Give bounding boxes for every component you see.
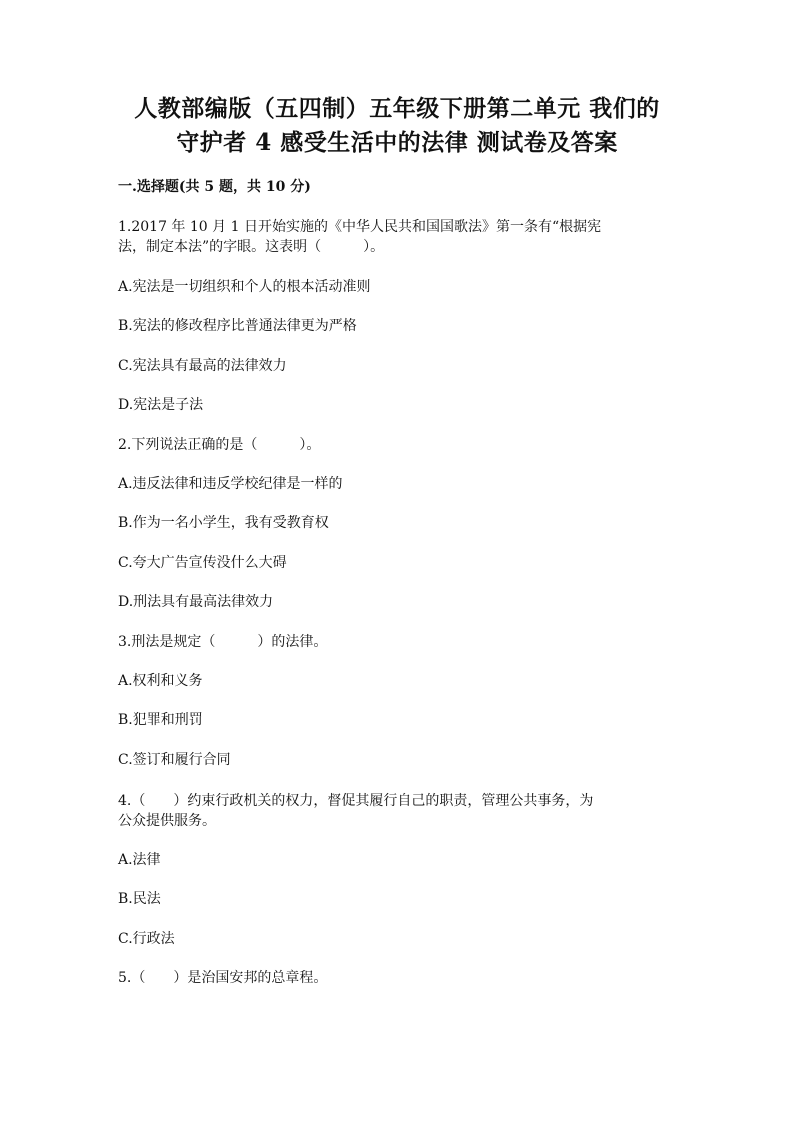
question-2-option-d: D.刑法具有最高法律效力 bbox=[118, 594, 274, 610]
question-2-option-c: C.夸大广告宣传没什么大碍 bbox=[118, 555, 287, 571]
question-4-option-a: A.法律 bbox=[118, 852, 161, 868]
question-1-option-c: C.宪法具有最高的法律效力 bbox=[118, 358, 287, 374]
question-2-option-b: B.作为一名小学生，我有受教育权 bbox=[118, 515, 329, 531]
question-5-stem: 5.（ ）是治国安邦的总章程。 bbox=[118, 970, 328, 986]
title-line-1: 人教部编版（五四制）五年级下册第二单元 我们的 bbox=[134, 95, 660, 122]
question-4-stem bbox=[118, 791, 688, 831]
question-1-option-d: D.宪法是子法 bbox=[118, 397, 204, 413]
question-4-option-c: C.行政法 bbox=[118, 931, 175, 947]
question-4-stem-line-2: 公众提供服务。 bbox=[118, 813, 216, 829]
question-3-option-a: A.权利和义务 bbox=[118, 673, 203, 689]
question-3-stem: 3.刑法是规定（ ）的法律。 bbox=[118, 634, 328, 650]
question-4-stem-line-1: 4.（ ）约束行政机关的权力，督促其履行自己的职责，管理公共事务，为 bbox=[118, 793, 594, 809]
question-1-option-a: A.宪法是一切组织和个人的根本活动准则 bbox=[118, 279, 371, 295]
section-heading: 一.选择题(共 5 题，共 10 分) bbox=[118, 179, 311, 195]
question-2-stem: 2.下列说法正确的是（ ）。 bbox=[118, 437, 321, 453]
question-4-option-b: B.民法 bbox=[118, 891, 161, 907]
question-2-option-a: A.违反法律和违反学校纪律是一样的 bbox=[118, 476, 343, 492]
document-title bbox=[100, 92, 694, 160]
question-1-stem-line-2: 法，制定本法”的字眼。这表明（ ）。 bbox=[118, 239, 385, 255]
question-1-stem bbox=[118, 217, 688, 257]
question-1-option-b: B.宪法的修改程序比普通法律更为严格 bbox=[118, 318, 357, 334]
question-1-stem-line-1: 1.2017 年 10 月 1 日开始实施的《中华人民共和国国歌法》第一条有“根据宪 bbox=[118, 219, 602, 235]
title-line-2: 守护者 4 感受生活中的法律 测试卷及答案 bbox=[176, 129, 618, 156]
question-3-option-c: C.签订和履行合同 bbox=[118, 752, 231, 768]
question-3-option-b: B.犯罪和刑罚 bbox=[118, 712, 203, 728]
